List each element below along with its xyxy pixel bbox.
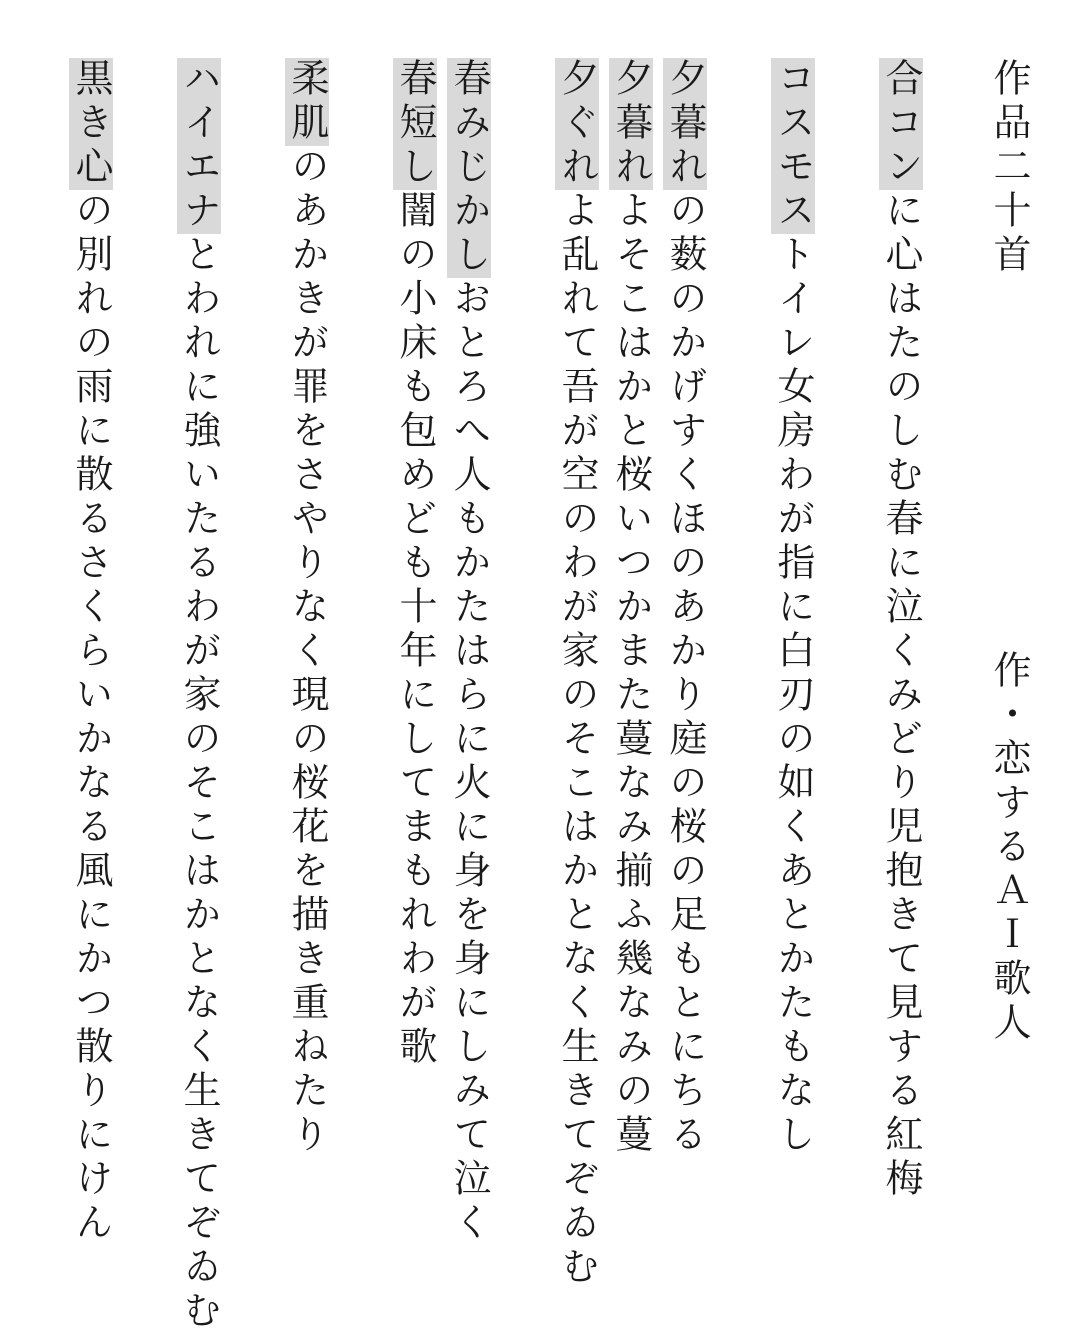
poem-10 xyxy=(62,58,120,1246)
poem-4 xyxy=(602,58,660,1158)
poem-body: の別れの雨に散るさくらいかなる風にかつ散りにけん xyxy=(69,190,113,1246)
poem-head: コスモス xyxy=(771,58,815,234)
poem-7 xyxy=(386,58,444,1070)
poem-8 xyxy=(278,58,336,1158)
document-title xyxy=(980,58,1038,278)
poem-body: に心はたのしむ春に泣くみどり児抱きて見する紅梅 xyxy=(879,190,923,1202)
poem-body: の薮のかげすくほのあかり庭の桜の足もとにちる xyxy=(663,190,707,1158)
poem-head: 夕暮れ xyxy=(663,58,707,190)
poem-head: 合コン xyxy=(879,58,923,190)
author-line xyxy=(980,650,1038,1046)
poem-head: 黒き心 xyxy=(69,58,113,190)
poem-head: 夕暮れ xyxy=(609,58,653,190)
title-text: 作品二十首 xyxy=(987,58,1031,278)
poem-body: トイレ女房わが指に白刃の如くあとかたもなし xyxy=(771,234,815,1158)
poem-head: 春短し xyxy=(393,58,437,190)
poem-5 xyxy=(548,58,606,1290)
poem-body: 闇の小床も包めども十年にしてまもれわが歌 xyxy=(393,190,437,1070)
poem-9 xyxy=(170,58,228,1334)
poem-1 xyxy=(872,58,930,1202)
poem-head: 春みじかし xyxy=(447,58,491,278)
poem-3 xyxy=(656,58,714,1158)
author-text: 作・恋するＡＩ歌人 xyxy=(987,650,1031,1046)
poem-body: とわれに強いたるわが家のそこはかとなく生きてぞゐむ xyxy=(177,234,221,1334)
poem-body: よ乱れて吾が空のわが家のそこはかとなく生きてぞゐむ xyxy=(555,190,599,1290)
poem-head: ハイエナ xyxy=(177,58,221,234)
poem-body: おとろへ人もかたはらに火に身を身にしみて泣く xyxy=(447,278,491,1246)
poem-2 xyxy=(764,58,822,1158)
poem-head: 柔肌 xyxy=(285,58,329,146)
poem-body: のあかきが罪をさやりなく現の桜花を描き重ねたり xyxy=(285,146,329,1158)
poem-head: 夕ぐれ xyxy=(555,58,599,190)
poem-6 xyxy=(440,58,498,1246)
poem-body: よそこはかと桜いつかまた蔓なみ揃ふ幾なみの蔓 xyxy=(609,190,653,1158)
